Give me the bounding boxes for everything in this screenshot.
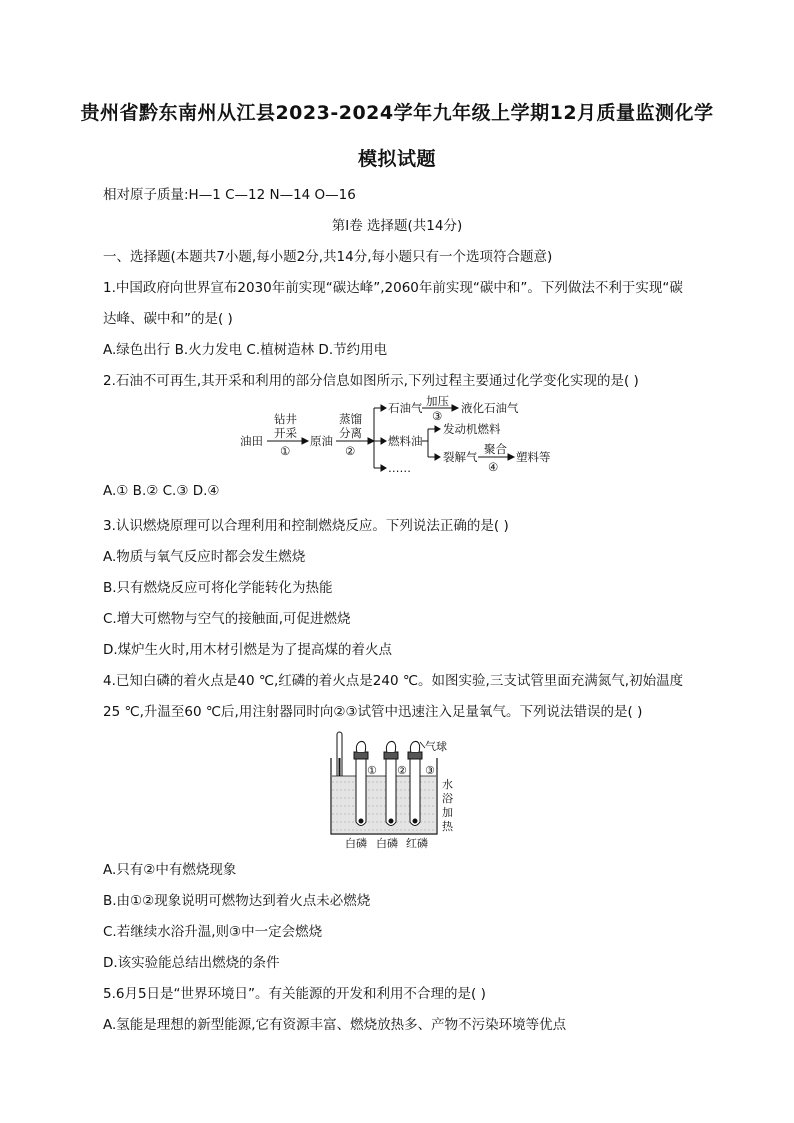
q4-option-a: A.只有②中有燃烧现象	[103, 862, 237, 878]
diagram-step-2: ②	[345, 444, 356, 458]
diagram-distill-top: 蒸馏	[339, 412, 362, 426]
diagram-lpg-gas: 石油气	[388, 401, 423, 415]
figure-bath-char-4: 热	[442, 820, 453, 833]
figure-tube-3: ③	[425, 764, 435, 777]
q3-option-b: B.只有燃烧反应可将化学能转化为热能	[103, 580, 333, 596]
q5-option-a: A.氢能是理想的新型能源,它有资源丰富、燃烧放热多、产物不污染环境等优点	[103, 1017, 567, 1033]
figure-bath-char-3: 加	[442, 806, 453, 819]
diagram-distill-bottom: 分离	[339, 426, 362, 440]
diagram-fuel-oil: 燃料油	[388, 434, 423, 448]
q3-option-d: D.煤炉生火时,用木材引燃是为了提高煤的着火点	[103, 642, 392, 658]
atomic-mass-line: 相对原子质量:H—1 C—12 N—14 O—16	[103, 187, 356, 203]
q3-option-c: C.增大可燃物与空气的接触面,可促进燃烧	[103, 611, 351, 627]
q5-stem: 5.6月5日是“世界环境日”。有关能源的开发和利用不合理的是( )	[103, 986, 486, 1002]
q3-stem: 3.认识燃烧原理可以合理利用和控制燃烧反应。下列说法正确的是( )	[103, 518, 509, 534]
q1-options: A.绿色出行 B.火力发电 C.植树造林 D.节约用电	[103, 342, 388, 358]
q1-stem-line2: 达峰、碳中和”的是( )	[103, 311, 233, 327]
exam-title-line1: 贵州省黔东南州从江县2023-2024学年九年级上学期12月质量监测化学	[80, 102, 714, 124]
diagram-crude-oil: 原油	[310, 434, 333, 448]
figure-label-white-p-1: 白磷	[345, 837, 367, 850]
diagram-drill-top: 钻井	[274, 412, 297, 426]
figure-tube-1: ①	[367, 764, 377, 777]
figure-balloon-label: 气球	[425, 740, 447, 753]
section-title: 第Ⅰ卷 选择题(共14分)	[331, 218, 463, 234]
diagram-lpg: 液化石油气	[461, 401, 519, 415]
figure-bath-char-1: 水	[442, 778, 453, 791]
exam-title-line2: 模拟试题	[357, 148, 436, 170]
diagram-etc: ……	[388, 461, 411, 475]
petroleum-flow-diagram	[240, 395, 560, 475]
diagram-step-1: ①	[280, 444, 291, 458]
figure-bath-char-2: 浴	[442, 792, 453, 805]
diagram-pressurize: 加压	[426, 395, 449, 408]
diagram-drill-bottom: 开采	[274, 426, 297, 440]
figure-label-white-p-2: 白磷	[376, 837, 398, 850]
diagram-cracked-gas: 裂解气	[443, 450, 478, 464]
q2-stem: 2.石油不可再生,其开采和利用的部分信息如图所示,下列过程主要通过化学变化实现的是( )	[103, 373, 639, 389]
diagram-oilfield: 油田	[240, 434, 263, 448]
figure-tube-2: ②	[397, 764, 407, 777]
combustion-experiment-figure	[325, 728, 465, 850]
diagram-engine-fuel: 发动机燃料	[443, 422, 501, 436]
q2-options: A.① B.② C.③ D.④	[103, 483, 220, 499]
q1-stem-line1: 1.中国政府向世界宣布2030年前实现“碳达峰”,2060年前实现“碳中和”。下列做法不利于实现“碳	[103, 280, 683, 296]
q4-option-d: D.该实验能总结出燃烧的条件	[103, 955, 280, 971]
figure-label-red-p: 红磷	[406, 837, 428, 850]
q4-stem-line1: 4.已知白磷的着火点是40 ℃,红磷的着火点是240 ℃。如图实验,三支试管里面充满氮气,初始温度	[103, 673, 684, 689]
diagram-polymerize: 聚合	[484, 442, 507, 456]
q4-option-b: B.由①②现象说明可燃物达到着火点未必燃烧	[103, 893, 371, 909]
q3-option-a: A.物质与氧气反应时都会发生燃烧	[103, 549, 306, 565]
diagram-step-3: ③	[432, 409, 443, 423]
diagram-plastics: 塑料等	[516, 450, 551, 464]
q4-stem-line2: 25 ℃,升温至60 ℃后,用注射器同时向②③试管中迅速注入足量氧气。下列说法错误的是( )	[103, 704, 643, 720]
q4-option-c: C.若继续水浴升温,则③中一定会燃烧	[103, 924, 323, 940]
diagram-step-4: ④	[488, 460, 499, 474]
section-intro: 一、选择题(本题共7小题,每小题2分,共14分,每小题只有一个选项符合题意)	[103, 249, 553, 265]
